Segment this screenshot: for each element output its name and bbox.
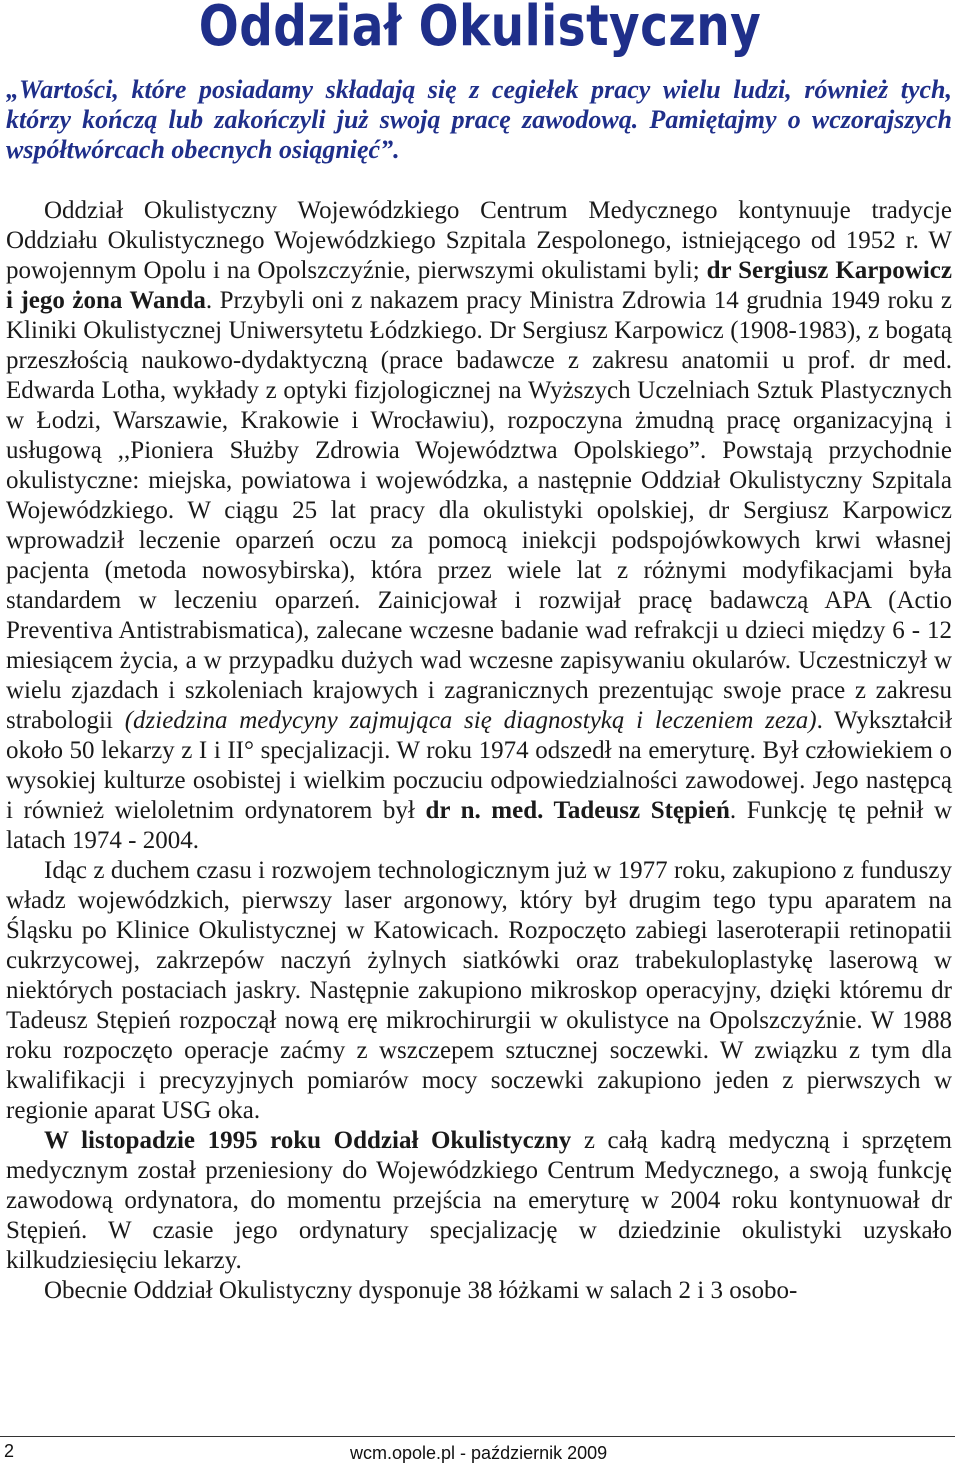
bold-relocation-date: W listopadzie 1995 roku Oddział Okulistyczny [44, 1127, 572, 1154]
paragraph-relocation [6, 1126, 952, 1276]
paragraph-current: Obecnie Oddział Okulistyczny dysponuje 38 łóżkami w salach 2 i 3 osobo- [44, 1277, 798, 1304]
article-body [6, 196, 952, 1306]
text-run: . Funkcję tę pełnił w latach 1974 - 2004. [6, 797, 952, 854]
bold-name-stepien: dr n. med. Tadeusz Stępień [425, 797, 730, 824]
text-run: . Przybyli oni z nakazem pracy Ministra Zdrowia 14 grudnia 1949 roku z Kliniki Okulistycznej Uniwersytetu Łódzkiego. Dr Sergiusz Karpowicz (1908-1983), z bogatą przeszłością naukowo-dydaktyczną (prace badawcze z zakresu anatomii u prof. dr med. Edwarda Lotha, wykłady z optyki fizjologicznej na Wyższych Uczelniach Sztuk Plastycznych w Łodzi, Warszawie, Krakowie i Wrocławiu), rozpoczyna żmudną pracę organizacyjną i usługową ,,Pioniera Służby Zdrowia Województwa Opolskiego”. Powstają przychodnie okulistyczne: miejska, powiatowa i wojewódzka, a następnie Oddział Okulistyczny Szpitala Wojewódzkiego. W ciągu 25 lat pracy dla okulistyki opolskiej, dr Sergiusz Karpowicz wprowadził leczenie oparzeń oczu za pomocą iniekcji podspojówkowych krwi własnej pacjenta (metoda nowosybirska), która przez wiele lat z różnymi modyfikacjami była standardem w leczeniu oparzeń. Zainicjował i rozwijał pracę badawczą APA (Actio Preventiva Antistrabismatica), zalecane wczesne badanie wad refrakcji u dzieci między 6 - 12 miesiącem życia, a w przypadku dużych wad wczesne zapisywaniu okularów. Uczestniczył w wielu zjazdach i szkoleniach krajowych i zagranicznych prezentując swoje prace z zakresu strabologii [6, 287, 953, 734]
footer-divider [0, 1436, 955, 1437]
text-run: z całą kadrą medyczną i sprzętem medycznym został przeniesiony do Wojewódzkiego Centrum Medycznego, a swoją funkcję zawodową ordynatora, do momentu przejścia na emeryturę w 2004 roku kontynuował dr Stępień. W czasie jego ordynatury specjalizację w dziedzinie okulistyki uzyskało kilkudziesięciu lekarzy. [6, 1127, 952, 1274]
italic-note-strabology: (dziedzina medycyny zajmująca się diagnostyką i leczeniem zeza) [124, 707, 817, 734]
page-number: 2 [4, 1441, 15, 1461]
text-run: . Wykształcił około 50 lekarzy z I i II° specjalizacji. W roku 1974 odszedł na emeryturę. Był człowiekiem o wysokiej kulturze osobistej i wielkim poczuciu odpowiedzialności zawodowej. Jego następcą i również wieloletnim ordynatorem był [6, 707, 953, 824]
footer-source: wcm.opole.pl - październik 2009 [350, 1443, 608, 1463]
bold-name-karpowicz: dr Sergiusz Karpowicz i jego żona Wanda [6, 257, 952, 314]
paragraph-technology: Idąc z duchem czasu i rozwojem technologicznym już w 1977 roku, zakupiono z funduszy władz wojewódzkich, pierwszy laser argonowy, który był drugim tego typu aparatem na Śląsku po Klinice Okulistycznej w Katowicach. Rozpoczęto zabiegi laseroterapii retinopatii cukrzycowej, zakrzepów naczyń żylnych siatkówki oraz trabekuloplastykę laserową w niektórych postaciach jaskry. Następnie zakupiono mikroskop operacyjny, dzięki któremu dr Tadeusz Stępień rozpoczął nową erę mikrochirurgii w okulistyce na Opolszczyźnie. W 1988 roku rozpoczęto operacje zaćmy z wszczepem sztucznej soczewki. W związku z tym dla kwalifikacji i precyzyjnych pomiarów mocy soczewki zakupiono jeden z pierwszych w regionie aparat USG oka. [6, 857, 952, 1124]
page-title: Oddział Okulistyczny [198, 0, 762, 59]
paragraph-history [6, 196, 952, 856]
text-run: Oddział Okulistyczny Wojewódzkiego Centrum Medycznego kontynuuje tradycje Oddziału Okulistycznego Wojewódzkiego Szpitala Zespolonego, istniejącego od 1952 r. W powojennym Opolu i na Opolszczyźnie, pierwszymi okulistami byli; [6, 197, 952, 284]
epigraph-quote: „Wartości, które posiadamy składają się z cegiełek pracy wielu ludzi, również tych, którzy kończą lub zakończyli już swoją pracę zawodową. Pamiętajmy o wczorajszych współtwórcach obecnych osiągnięć”. [6, 75, 952, 164]
